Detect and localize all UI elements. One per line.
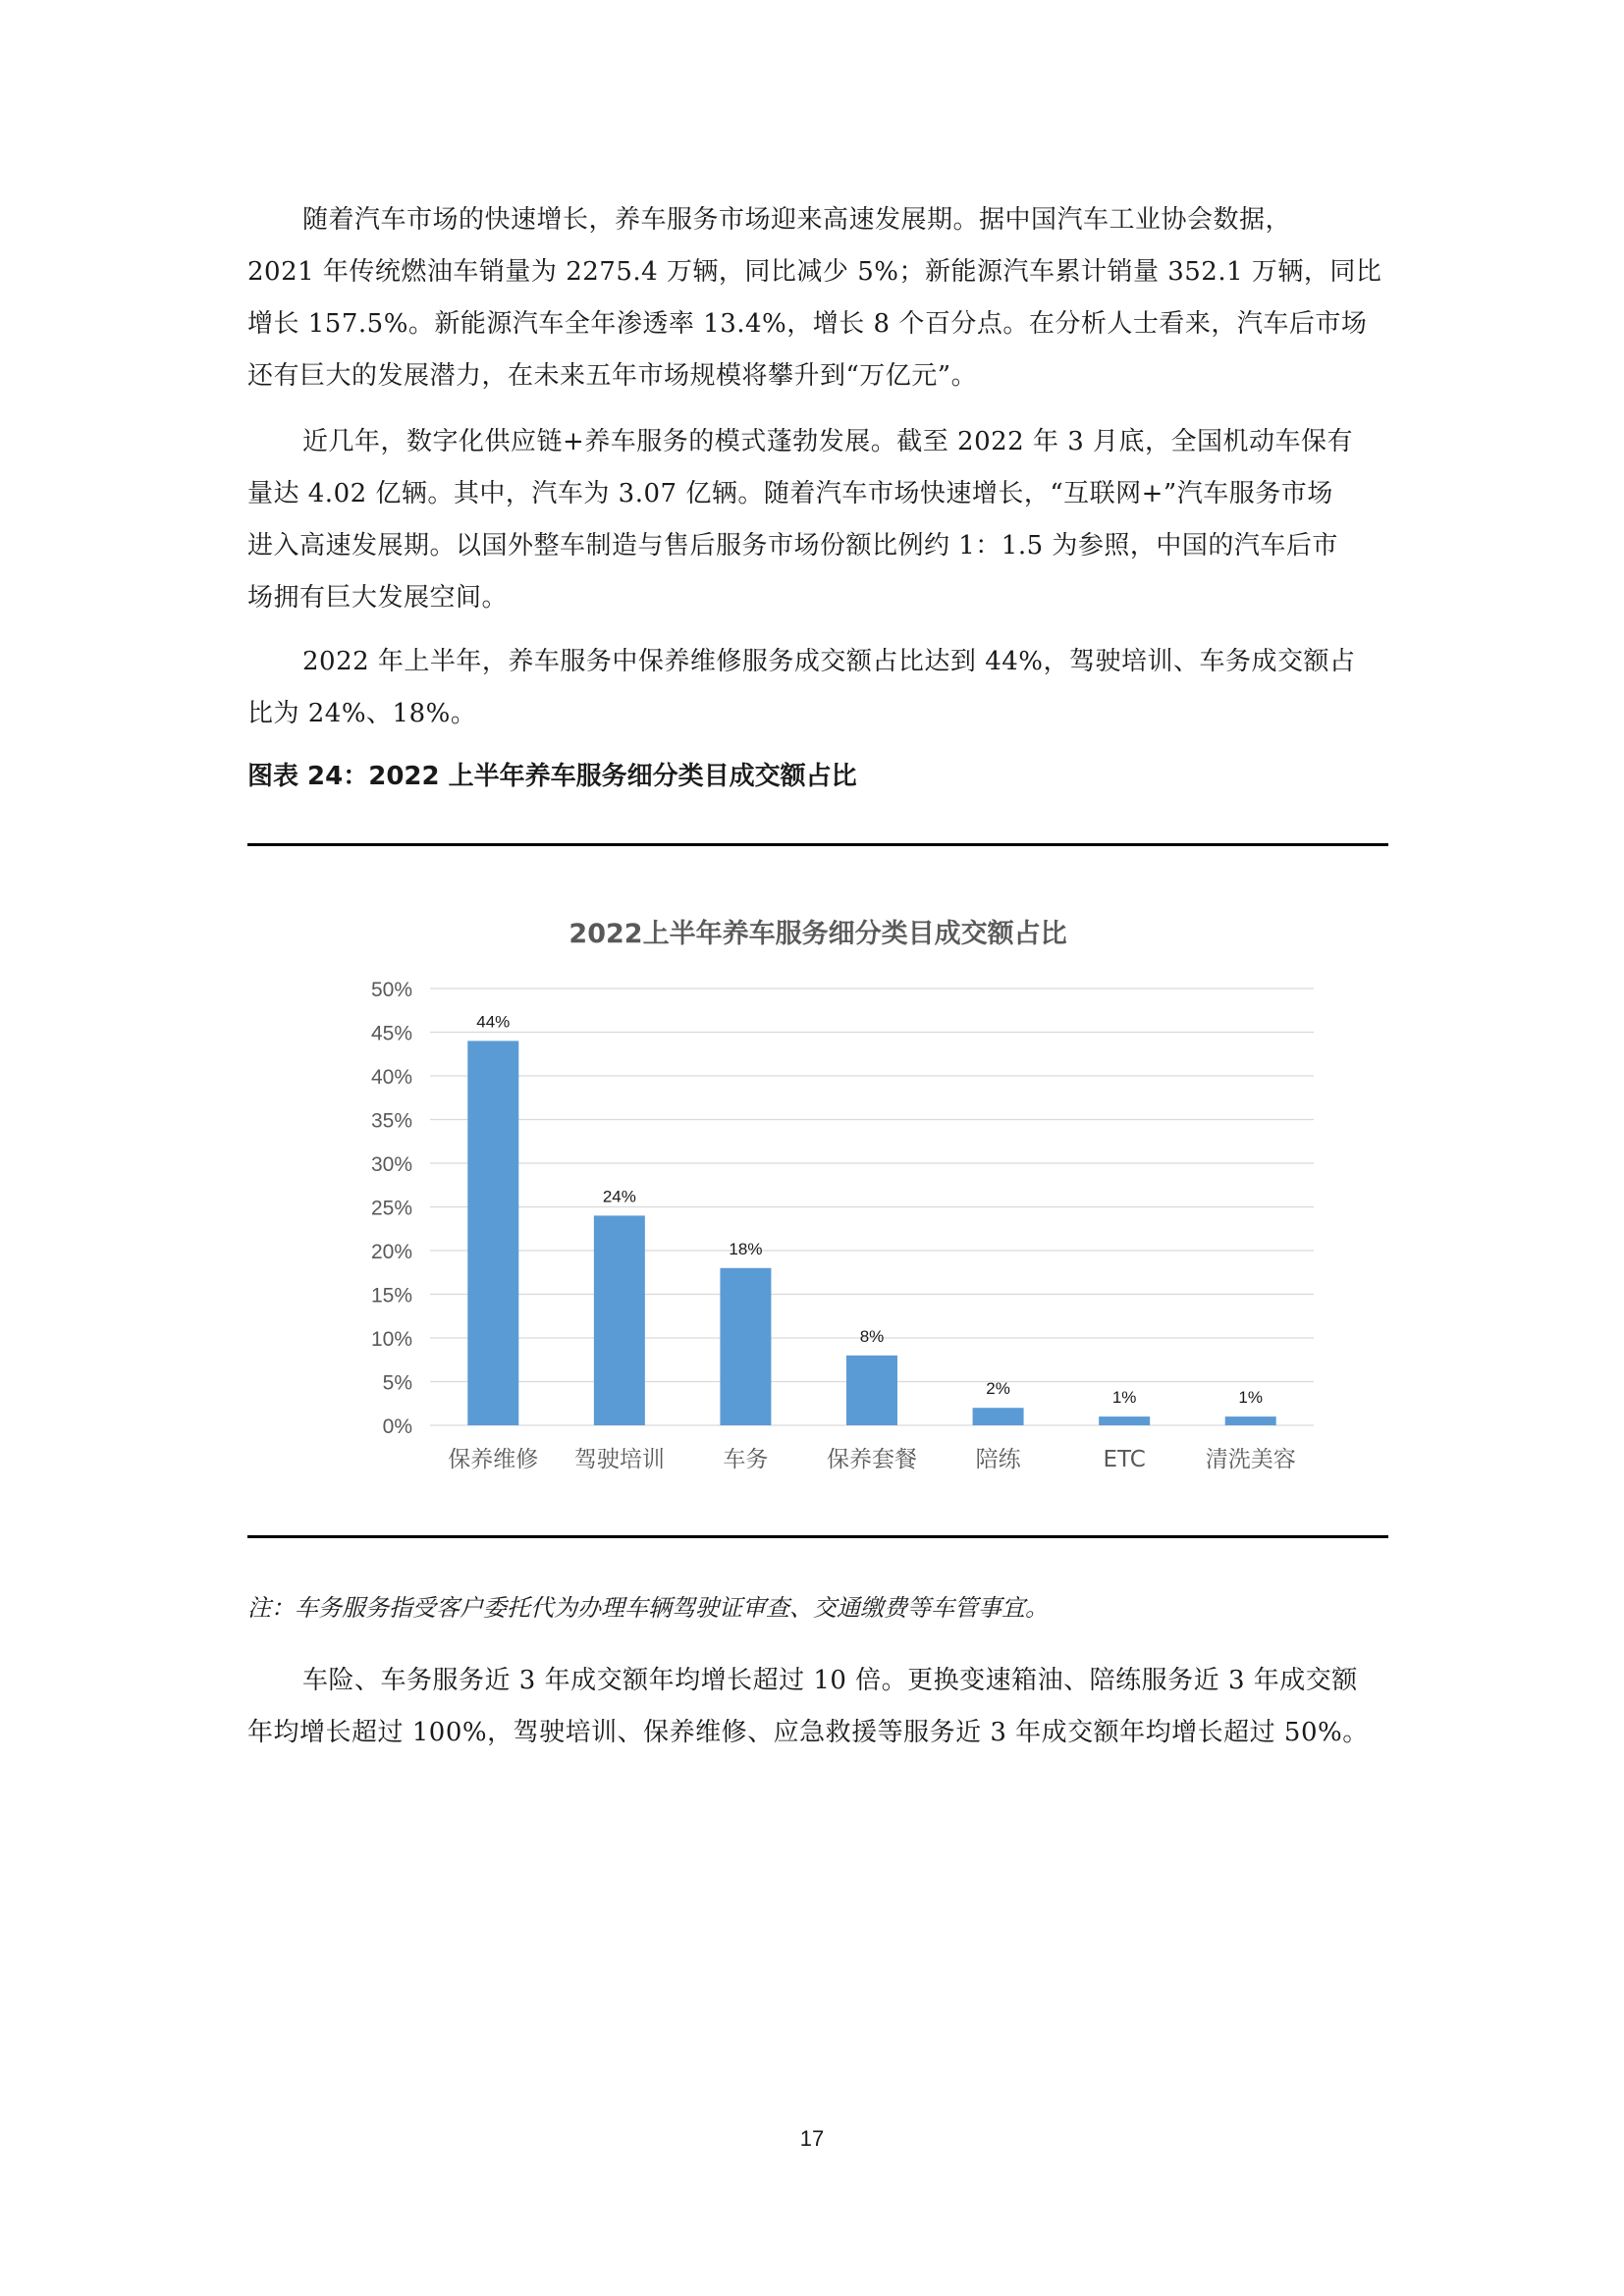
bar	[720, 1268, 771, 1425]
data-label: 1%	[1238, 1388, 1264, 1408]
data-label: 18%	[729, 1239, 763, 1258]
text-line: 进入高速发展期。以国外整车制造与售后服务市场份额比例约 1：1.5 为参照，中国的汽车后市	[247, 531, 1338, 561]
y-tick-label: 0%	[382, 1415, 412, 1438]
paragraph-h1-2022	[247, 636, 1386, 740]
text-line: 比为 24%、18%。	[247, 699, 477, 728]
x-axis-ticks	[448, 1447, 1295, 1472]
bar	[594, 1215, 645, 1425]
page-number: 17	[799, 2126, 825, 2151]
y-tick-label: 5%	[382, 1371, 412, 1395]
chart-title: 2022上半年养车服务细分类目成交额占比	[568, 919, 1067, 949]
y-tick-label: 15%	[370, 1284, 412, 1308]
y-tick-label: 40%	[370, 1066, 412, 1089]
chart-svg	[247, 864, 1388, 1512]
text-line: 2022 年上半年，养车服务中保养维修服务成交额占比达到 44%，驾驶培训、车务成交额占	[302, 647, 1356, 676]
y-tick-label: 50%	[370, 979, 412, 1001]
bar	[1225, 1416, 1276, 1425]
data-label: 8%	[859, 1326, 885, 1346]
data-label: 44%	[476, 1012, 511, 1032]
text-line: 随着汽车市场的快速增长，养车服务市场迎来高速发展期。据中国汽车工业协会数据，	[302, 205, 1292, 235]
paragraph-digital-supply-chain	[247, 416, 1386, 624]
x-tick-label: 驾驶培训	[573, 1447, 665, 1472]
x-tick-label: 保养维修	[448, 1447, 539, 1472]
bar	[467, 1041, 518, 1425]
y-tick-label: 20%	[370, 1241, 412, 1263]
text-line: 车险、车务服务近 3 年成交额年均增长超过 10 倍。更换变速箱油、陪练服务近 3 年成交额	[302, 1666, 1358, 1695]
bar	[973, 1408, 1024, 1425]
bars	[467, 1041, 1275, 1425]
y-tick-label: 45%	[370, 1022, 412, 1045]
y-tick-label: 30%	[370, 1153, 412, 1176]
x-tick-label: 清洗美容	[1205, 1447, 1296, 1472]
x-tick-label: 保养套餐	[827, 1447, 917, 1472]
x-tick-label: 陪练	[975, 1447, 1021, 1472]
data-label: 24%	[602, 1187, 636, 1206]
bar-chart	[247, 864, 1388, 1512]
x-tick-label: 车务	[723, 1447, 769, 1472]
paragraph-growth-rates	[247, 1655, 1386, 1759]
figure-caption: 图表 24：2022 上半年养车服务细分类目成交额占比	[247, 762, 857, 791]
text-line: 年均增长超过 100%，驾驶培训、保养维修、应急救援等服务近 3 年成交额年均增长超过 50%。	[247, 1718, 1369, 1747]
y-tick-label: 35%	[370, 1109, 412, 1133]
paragraph-market-growth	[247, 194, 1386, 402]
bar	[1099, 1416, 1150, 1425]
text-line: 量达 4.02 亿辆。其中，汽车为 3.07 亿辆。随着汽车市场快速增长，“互联网+”汽车服务市场	[247, 479, 1333, 508]
bar	[846, 1356, 897, 1425]
text-line: 场拥有巨大发展空间。	[247, 583, 509, 613]
figure-bottom-rule	[247, 1535, 1388, 1538]
x-tick-label: ETC	[1103, 1447, 1146, 1472]
text-line: 增长 157.5%。新能源汽车全年渗透率 13.4%，增长 8 个百分点。在分析人士看来，汽车后市场	[247, 309, 1368, 339]
y-tick-label: 10%	[370, 1328, 412, 1351]
chart-note: 注：车务服务指受客户委托代为办理车辆驾驶证审查、交通缴费等车管事宜。	[247, 1594, 1049, 1622]
figure-top-rule	[247, 843, 1388, 846]
y-axis-ticks	[371, 979, 412, 1438]
text-line: 近几年，数字化供应链+养车服务的模式蓬勃发展。截至 2022 年 3 月底，全国机动车保有	[302, 427, 1354, 456]
y-tick-label: 25%	[370, 1197, 412, 1220]
text-line: 还有巨大的发展潜力，在未来五年市场规模将攀升到“万亿元”。	[247, 361, 978, 391]
text-line: 2021 年传统燃油车销量为 2275.4 万辆，同比减少 5%；新能源汽车累计销量 352.1 万辆，同比	[247, 257, 1382, 287]
data-label: 2%	[986, 1379, 1010, 1399]
data-label: 1%	[1111, 1388, 1137, 1408]
